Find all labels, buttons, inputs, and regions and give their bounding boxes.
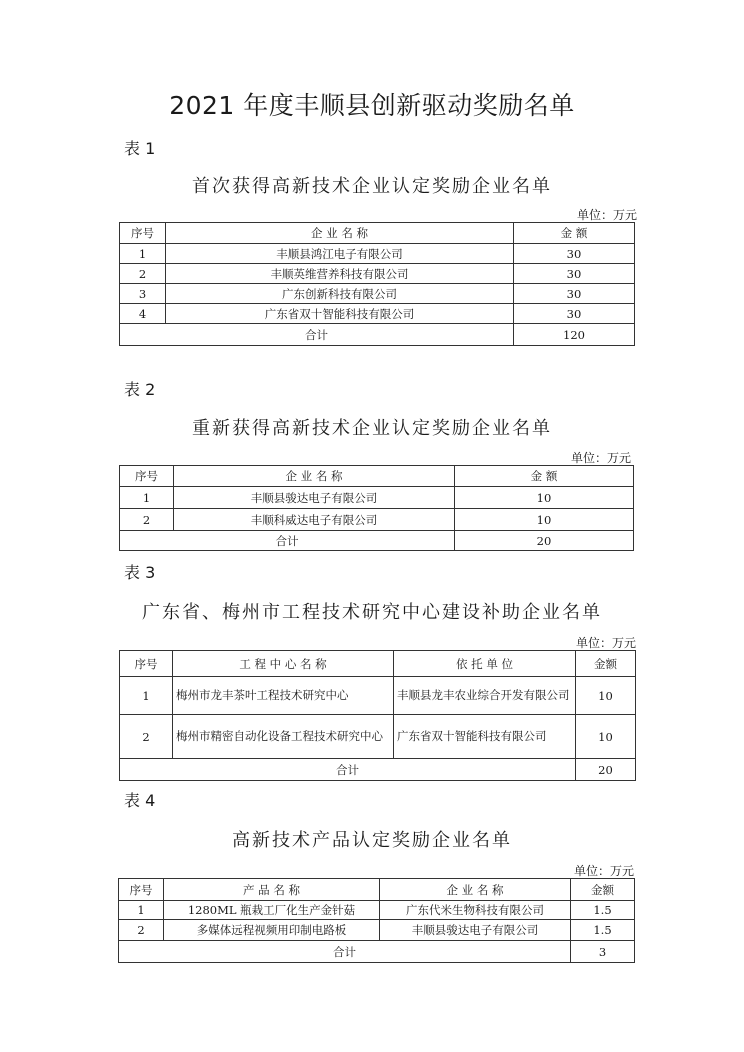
table-row xyxy=(120,304,635,324)
row-company: 丰顺县骏达电子有限公司 xyxy=(174,487,455,509)
row-no: 1 xyxy=(119,901,164,920)
table2 xyxy=(119,465,634,551)
row-amount: 10 xyxy=(576,715,636,759)
total-amount: 20 xyxy=(576,759,636,781)
header-amount: 金额 xyxy=(571,879,635,901)
table-row xyxy=(120,284,635,304)
table-header-row xyxy=(119,879,635,901)
row-company: 丰顺县鸿江电子有限公司 xyxy=(166,244,514,264)
row-product: 多媒体远程视频用印制电路板 xyxy=(164,920,380,941)
table1 xyxy=(119,222,635,346)
row-amount: 10 xyxy=(576,677,636,715)
header-no: 序号 xyxy=(119,879,164,901)
row-no: 1 xyxy=(120,677,173,715)
table2-label: 表 2 xyxy=(124,380,156,399)
table1-label: 表 1 xyxy=(124,139,156,158)
table-row xyxy=(120,509,634,531)
row-no: 1 xyxy=(120,487,174,509)
row-amount: 30 xyxy=(514,304,635,324)
header-center: 工 程 中 心 名 称 xyxy=(173,651,394,677)
row-no: 2 xyxy=(120,715,173,759)
table-row xyxy=(119,901,635,920)
table4 xyxy=(118,878,635,963)
table-row xyxy=(120,487,634,509)
row-company: 丰顺英维营养科技有限公司 xyxy=(166,264,514,284)
table3-label: 表 3 xyxy=(124,563,156,582)
header-no: 序号 xyxy=(120,651,173,677)
row-amount: 10 xyxy=(455,487,634,509)
row-no: 1 xyxy=(120,244,166,264)
table1-unit: 单位：万元 xyxy=(577,208,638,222)
row-amount: 1.5 xyxy=(571,901,635,920)
row-no: 2 xyxy=(120,264,166,284)
row-no: 2 xyxy=(119,920,164,941)
table3-unit: 单位：万元 xyxy=(576,636,637,650)
row-unit: 广东省双十智能科技有限公司 xyxy=(394,715,576,759)
total-amount: 20 xyxy=(455,531,634,551)
table-row xyxy=(120,715,636,759)
row-no: 3 xyxy=(120,284,166,304)
header-amount: 金 额 xyxy=(455,466,634,487)
table1-caption: 首次获得高新技术企业认定奖励企业名单 xyxy=(192,176,552,197)
table-total-row xyxy=(120,531,634,551)
total-amount: 3 xyxy=(571,941,635,963)
header-no: 序号 xyxy=(120,223,166,244)
total-label: 合计 xyxy=(120,324,514,346)
table-row xyxy=(120,244,635,264)
table-total-row xyxy=(120,324,635,346)
table-header-row xyxy=(120,466,634,487)
table-row xyxy=(120,677,636,715)
table-row xyxy=(120,264,635,284)
row-no: 4 xyxy=(120,304,166,324)
row-center: 梅州市精密自动化设备工程技术研究中心 xyxy=(173,715,394,759)
row-no: 2 xyxy=(120,509,174,531)
document-title: 2021 年度丰顺县创新驱动奖励名单 xyxy=(169,91,575,120)
total-amount: 120 xyxy=(514,324,635,346)
table-total-row xyxy=(120,759,636,781)
table-header-row xyxy=(120,223,635,244)
row-amount: 30 xyxy=(514,244,635,264)
row-amount: 10 xyxy=(455,509,634,531)
row-unit: 丰顺县龙丰农业综合开发有限公司 xyxy=(394,677,576,715)
header-amount: 金额 xyxy=(576,651,636,677)
header-company: 企 业 名 称 xyxy=(380,879,571,901)
table-row xyxy=(119,920,635,941)
row-product: 1280ML 瓶栽工厂化生产金针菇 xyxy=(164,901,380,920)
header-no: 序号 xyxy=(120,466,174,487)
table3 xyxy=(119,650,636,781)
row-company: 广东代米生物科技有限公司 xyxy=(380,901,571,920)
table2-unit: 单位：万元 xyxy=(571,451,632,465)
table2-caption: 重新获得高新技术企业认定奖励企业名单 xyxy=(192,418,552,439)
table4-unit: 单位：万元 xyxy=(574,864,635,878)
header-company: 企 业 名 称 xyxy=(166,223,514,244)
table4-caption: 高新技术产品认定奖励企业名单 xyxy=(232,830,512,851)
header-unit: 依 托 单 位 xyxy=(394,651,576,677)
row-company: 丰顺科威达电子有限公司 xyxy=(174,509,455,531)
header-company: 企 业 名 称 xyxy=(174,466,455,487)
row-company: 丰顺县骏达电子有限公司 xyxy=(380,920,571,941)
total-label: 合计 xyxy=(120,759,576,781)
header-product: 产 品 名 称 xyxy=(164,879,380,901)
total-label: 合计 xyxy=(119,941,571,963)
table-header-row xyxy=(120,651,636,677)
total-label: 合计 xyxy=(120,531,455,551)
row-amount: 30 xyxy=(514,264,635,284)
row-company: 广东创新科技有限公司 xyxy=(166,284,514,304)
table4-label: 表 4 xyxy=(124,791,156,810)
table3-caption: 广东省、梅州市工程技术研究中心建设补助企业名单 xyxy=(142,602,602,623)
row-amount: 1.5 xyxy=(571,920,635,941)
row-amount: 30 xyxy=(514,284,635,304)
table-total-row xyxy=(119,941,635,963)
header-amount: 金 额 xyxy=(514,223,635,244)
row-company: 广东省双十智能科技有限公司 xyxy=(166,304,514,324)
row-center: 梅州市龙丰茶叶工程技术研究中心 xyxy=(173,677,394,715)
